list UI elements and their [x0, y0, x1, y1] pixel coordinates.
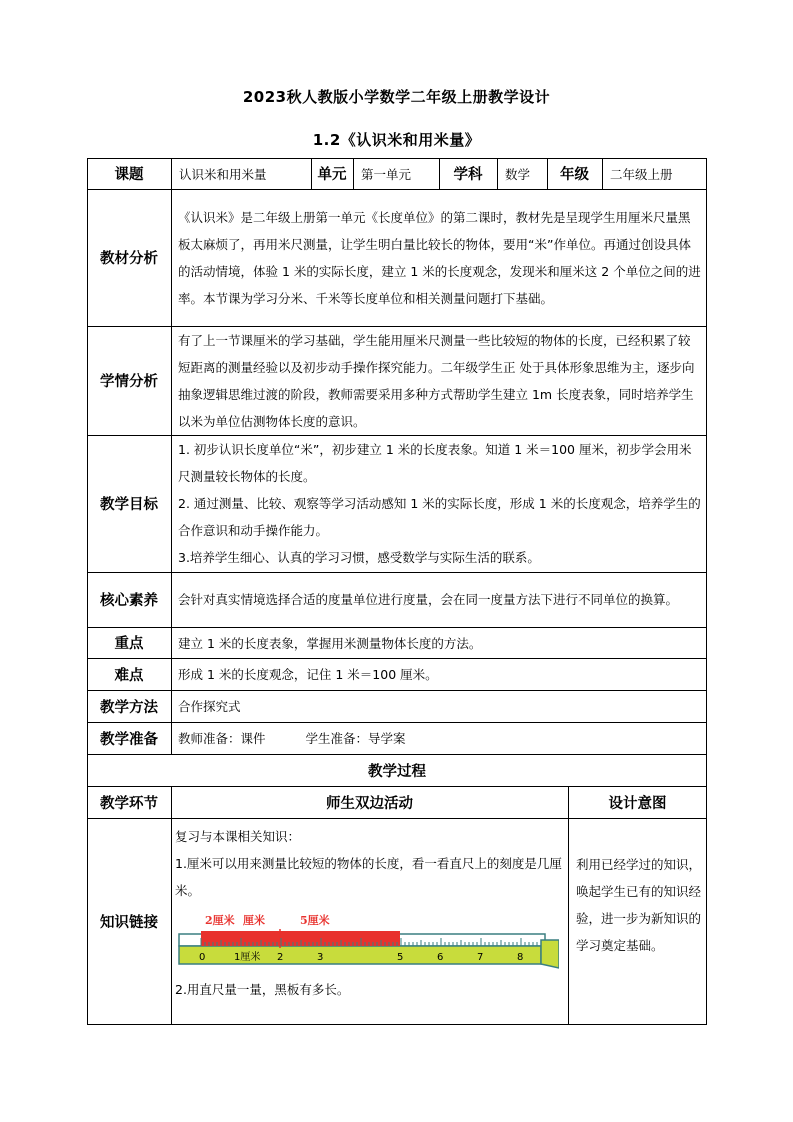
method-label: 教学方法: [100, 699, 158, 716]
ruler-illustration: [177, 910, 559, 972]
stage-column-header: 教学环节: [100, 795, 158, 812]
review-intro: 复习与本课相关知识：: [175, 829, 301, 844]
process-title: 教学过程: [368, 763, 426, 780]
activity-column-header: 师生双边活动: [326, 795, 413, 812]
red-label-extra: 厘米: [243, 914, 265, 927]
material-analysis-text: 《认识米》是二年级上册第一单元《长度单位》的第二课时，教材先是呈现学生用厘米尺量黑板太麻烦了，再用米尺测量，让学生明白量比较长的物体，要用“米”作单位。再通过创设具体的活动情境，体验 1 米的实际长度，建立 1 米的长度观念，发现米和厘米这 2 个单位之间的进率。本节课为学习分米、千米等长度单位和相关测量问题打下基础。: [178, 209, 701, 306]
ruler-tick-label: 6: [437, 952, 444, 963]
subject-value: 数学: [505, 166, 531, 182]
document-title: 2023秋人教版小学数学二年级上册教学设计: [242, 88, 551, 106]
preparation-text: [171, 722, 707, 754]
objective-item: 3.培养学生细心、认真的学习习惯，感受数学与实际生活的联系。: [178, 550, 540, 565]
ruler-tick-label: 5: [397, 952, 404, 963]
preparation-row: [87, 722, 707, 754]
process-title-row: [87, 754, 707, 786]
knowledge-link-label: 知识链接: [100, 914, 158, 931]
objectives-label: 教学目标: [100, 497, 158, 513]
red-label-2cm: 2厘米: [205, 914, 235, 927]
grade-value: 二年级上册: [610, 166, 673, 182]
student-analysis-text: 有了上一节课厘米的学习基础，学生能用厘米尺测量一些比较短的物体的长度，已经积累了较短距离的测量经验以及初步动手操作探究能力。二年级学生正 处于具体形象思维为主，逐步向抽象逻辑思维过渡的阶段，教师需要采用多种方式帮助学生建立 1m 长度表象，同时培养学生以米为单位估测物体长度的意识。: [178, 332, 695, 429]
objectives-list: [171, 435, 707, 572]
ruler-tick-label: 3: [317, 952, 324, 963]
teacher-preparation: 教师准备：课件: [178, 731, 266, 746]
student-analysis-label: 学情分析: [100, 374, 158, 390]
unit-value: 第一单元: [361, 166, 412, 182]
method-text: 合作探究式: [178, 699, 241, 714]
knowledge-link-row: [87, 818, 707, 1024]
student-preparation: 学生准备：导学案: [305, 731, 406, 746]
key-point-row: [87, 627, 707, 658]
ruler-tick-label: 1厘米: [234, 952, 261, 963]
objective-item: 2. 通过测量、比较、观察等学习活动感知 1 米的实际长度，形成 1 米的长度观念，培养学生的合作意识和动手操作能力。: [178, 496, 701, 538]
unit-label: 单元: [317, 167, 347, 183]
design-intent-text: 利用已经学过的知识，唤起学生已有的知识经验，进一步为新知识的学习奠定基础。: [576, 857, 702, 953]
activity-content: [171, 818, 568, 1024]
ruler-tick-label: 0: [199, 952, 206, 963]
topic-label: 课题: [114, 167, 144, 183]
preparation-label: 教学准备: [100, 731, 158, 748]
method-row: [87, 690, 707, 722]
difficulty-text: 形成 1 米的长度观念，记住 1 米＝100 厘米。: [178, 667, 438, 682]
intent-column-header: 设计意图: [608, 795, 667, 812]
objective-item: 1. 初步认识长度单位“米”，初步建立 1 米的长度表象。知道 1 米＝100 厘米，初步学会用米尺测量较长物体的长度。: [178, 442, 692, 484]
lesson-title: 1.2《认识米和用米量》: [312, 131, 481, 149]
ruler-end: [541, 940, 559, 968]
ruler-tick-label: 2: [277, 952, 284, 963]
difficulty-label: 难点: [114, 667, 144, 684]
difficulty-row: [87, 658, 707, 690]
red-label-5cm: 5厘米: [300, 914, 330, 927]
ruler-tick-label: 8: [517, 952, 524, 963]
objectives-row: [87, 435, 707, 572]
core-literacy-text: 会针对真实情境选择合适的度量单位进行度量，会在同一度量方法下进行不同单位的换算。: [178, 592, 679, 607]
question-1: 1.厘米可以用来测量比较短的物体的长度，看一看直尺上的刻度是几厘米。: [175, 856, 562, 898]
topic-value: 认识米和用米量: [179, 166, 267, 182]
core-literacy-row: [87, 572, 707, 627]
key-point-label: 重点: [114, 636, 144, 652]
core-literacy-label: 核心素养: [100, 593, 158, 609]
ruler-tick-label: 7: [477, 952, 484, 963]
grade-label: 年级: [560, 167, 589, 183]
question-2: 2.用直尺量一量，黑板有多长。: [175, 982, 350, 997]
material-analysis-row: [87, 189, 707, 326]
process-header-row: [87, 786, 707, 818]
header-row: [87, 158, 707, 189]
subject-label: 学科: [453, 167, 483, 183]
material-analysis-label: 教材分析: [100, 251, 158, 267]
key-point-text: 建立 1 米的长度表象，掌握用米测量物体长度的方法。: [178, 635, 482, 651]
student-analysis-row: [87, 326, 707, 435]
